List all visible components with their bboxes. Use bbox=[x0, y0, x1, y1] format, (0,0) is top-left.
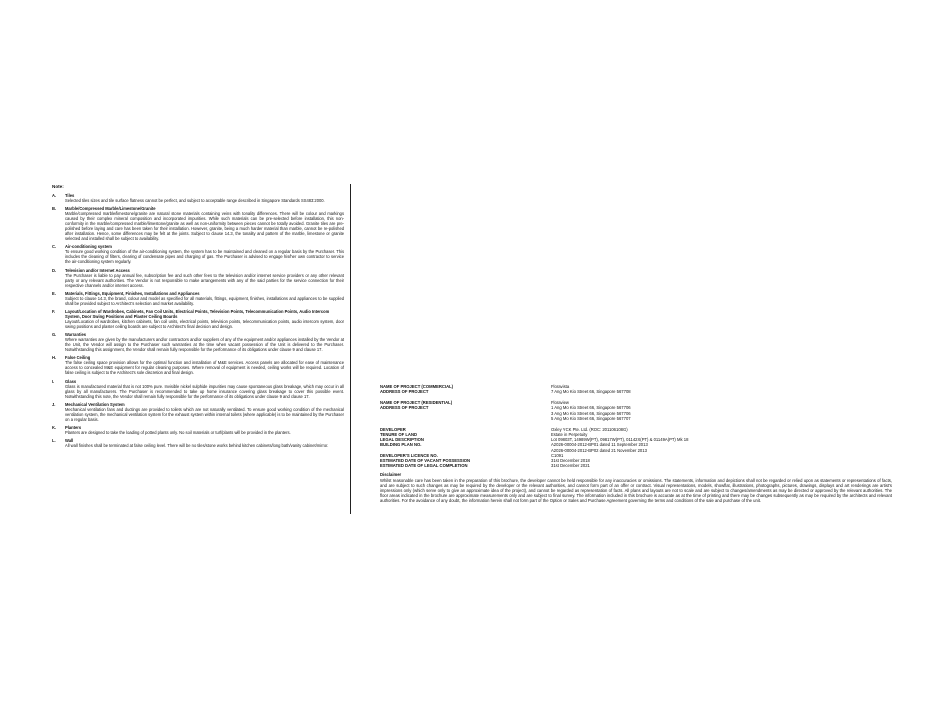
note-text: Subject to clause 14.3, the brand, colour and model as specified for all materials, fittings, equipment, finishes, installations and appliances to be supplied shall be provided subject to Architect's selection and market availability. bbox=[65, 295, 344, 306]
note-text: All wall finishes shall be terminated at false ceiling level. There will be no tiles/stone works behind kitchen cabinets/long bath/vanity cabinet/mirror. bbox=[65, 443, 329, 449]
project-row bbox=[380, 389, 892, 394]
project-value: C1091 bbox=[551, 452, 564, 458]
project-value: Floraview bbox=[551, 400, 569, 406]
project-label: ESTIMATED DATE OF LEGAL COMPLETION bbox=[380, 463, 468, 469]
note-letter: E. bbox=[52, 290, 56, 296]
note-text: The false ceiling space provision allows for the optimal function and installation of M&E services. Access panels are allocated for ease of maintenance access to concealed M&E equipment for regular cleaning purposes. Where removal of equipment is needed, ceiling works will be required. Location of false ceiling is subject to the Architect's sole discretion and final design. bbox=[65, 360, 344, 376]
project-value: 31st December 2021 bbox=[551, 463, 590, 469]
note-title: Materials, Fittings, Equipment, Finishes, Installations and Appliances bbox=[65, 290, 200, 296]
project-label: NAME OF PROJECT (COMMERCIAL) bbox=[380, 384, 454, 389]
note-letter: B. bbox=[52, 206, 57, 212]
project-value: 3 Ang Mo Kio Street 66, Singapore 567706 bbox=[551, 410, 631, 416]
note-letter: A. bbox=[52, 193, 57, 198]
note-letter: H. bbox=[52, 355, 57, 361]
disclaimer-text: Whilst reasonable care has been taken in the preparation of this brochure, the developer cannot be held responsible for any inaccuracies or omissions. The statements, information and depictions shall not be regarded or relied upon as statements or representations of facts, and are subject to such changes as may be required by the developer or the relevant authorities, and cannot form part of an offer or contract. Visual representations, models, showflat, illustrations, photographs, pictures, drawings, displays and art renderings are artist's impressions only (which serve only to give an approximate idea of the project), and cannot be regarded as representation of facts. All plans and layouts are not to scale and are subject to changes/amendments as may be directed or approved by the relevant authorities. The floor areas indicated in the brochure are approximate measurements only and are subject to final survey. The information included in this brochure is accurate as at the time of printing and there may be changes subsequently as may be required by the architects and relevant authorities. For the avoidance of any doubt, the information herein shall not form part of the Option or Sales and Purchase Agreement governing the terms and conditions of the sale and purchase of the unit. bbox=[380, 477, 892, 504]
note-text: Marble/compressed marble/limestone/granite are natural stone materials containing veins with tonality differences. There will be colour and markings caused by their complex mineral composition and incorporated impurities. While such materials can be pre-selected before installation, this non-conformity in the marble/compressed marble/limestone/granite as well as non-uniformity between pieces cannot be totally avoided. Granite tiles are pre-polished before laying and care has been taken for their installation. However, granite, being a much harder material than marble, cannot be re-polished after installation. Hence, some differences may be felt at the joints. Subject to clause 14.3, the tonality and pattern of the marble, limestone or granite selected and installed shall be subject to availability. bbox=[65, 211, 344, 242]
project-label: NAME OF PROJECT (RESIDENTIAL) bbox=[380, 400, 453, 406]
project-value: Estate in Perpetuity bbox=[551, 432, 588, 438]
note-letter: C. bbox=[52, 244, 57, 250]
note-letter: K. bbox=[52, 424, 57, 430]
project-label: ADDRESS OF PROJECT bbox=[380, 389, 429, 395]
project-label: ESTIMATED DATE OF VACANT POSSESSION bbox=[380, 458, 471, 464]
project-label: BUILDING PLAN NO. bbox=[380, 442, 422, 448]
project-value: A2026-00004-2012-BP02 dated 21 November 2013 bbox=[551, 447, 647, 453]
note-title: False Ceiling bbox=[65, 355, 91, 361]
note-text: The Purchaser is liable to pay annual fee, subscription fee and such other fees to the television and/or internet service providers or any other relevant party or any relevant authorities. The Vendor is not responsible to make arrangements with any of the said parties for the service connection for their respective channels and/or internet access. bbox=[65, 272, 344, 288]
note-letter: G. bbox=[52, 332, 57, 338]
note-text: Selected tiles sizes and tile surface flatness cannot be perfect, and subject to acceptable range described in Singapore Standards SS483:2000. bbox=[65, 198, 325, 203]
project-value: 1 Ang Mo Kio Street 66, Singapore 567706 bbox=[551, 405, 631, 411]
note-title: Air-conditioning system bbox=[65, 244, 112, 250]
project-label: ADDRESS OF PROJECT bbox=[380, 405, 429, 411]
project-label: LEGAL DESCRIPTION bbox=[380, 437, 424, 443]
note-letter: L. bbox=[52, 438, 56, 444]
note-title: Tiles bbox=[65, 193, 75, 198]
project-label: DEVELOPER'S LICENCE NO. bbox=[380, 452, 438, 458]
project-value: Lot 09803T, 14989W(PT), 09817W(PT), 01142X(PT) & 01149A(PT) Mk 18 bbox=[551, 437, 689, 443]
note-item bbox=[52, 193, 344, 203]
note-letter: J. bbox=[52, 401, 56, 407]
note-text: Where warranties are given by the manufacturers and/or contractors and/or suppliers of any of the equipment and/or appliances installed by the Vendor at the Unit, the Vendor will assign to the Purchaser such warranties at the time when vacant possession of the Unit is delivered to the Purchaser. Notwithstanding this assignment, the Vendor shall remain fully responsible for the performance of its obligations under clause 9 and clause 17. bbox=[65, 337, 344, 353]
note-letter: F. bbox=[52, 308, 56, 314]
note-item bbox=[52, 309, 344, 329]
note-text: Planters are designed to take the loading of potted plants only. No soil materials or turf/plants will be provided in the planters. bbox=[65, 429, 291, 435]
note-text: Layout/Location of wardrobes, kitchen cabinets, fan coil units, electrical points, television points, telecommunication points, audio intercom system, door swing positions and plaster ceiling boards are subject to Architect's final decision and design. bbox=[65, 318, 344, 329]
notes-column bbox=[52, 184, 344, 451]
note-item bbox=[52, 244, 344, 264]
note-item bbox=[52, 438, 344, 448]
note-item bbox=[52, 291, 344, 306]
note-text: Glass is manufactured material that is not 100% pure. Invisible nickel sulphide impurities may cause spontaneous glass breakage, which may occur in all glass by all manufacturers. The Purchaser is recommended to take up home insurance covering glass breakage to cover this possible event. Notwithstanding this note, the Vendor shall remain fully responsible for the performance of its obligations under clause 9 and clause 17. bbox=[65, 383, 344, 399]
note-letter: I. bbox=[52, 378, 55, 384]
project-value: A2026-00004-2012-BP01 dated 11 September 2013 bbox=[551, 442, 648, 448]
note-title: Wall bbox=[65, 438, 74, 444]
project-row bbox=[380, 442, 892, 452]
note-text: To ensure good working condition of the air-conditioning system, the system has to be maintained and cleaned on a regular basis by the Purchaser. This includes the cleaning of filters, clearing of condensate pipes and charging of gas. The Purchaser is advised to engage his/her own contractor to service the air-conditioning system regularly. bbox=[65, 249, 344, 265]
note-item bbox=[52, 425, 344, 435]
note-text: Mechanical ventilation fans and ductings are provided to toilets which are not naturally ventilated. To ensure good working condition of the mechanical ventilation system, the mechanical ventilation system for the exhaust system within internal toilets (where applicable) is to be maintained by the Purchaser on a regular basis. bbox=[65, 406, 344, 422]
project-value: Floravista bbox=[551, 384, 570, 389]
note-title: Glass bbox=[65, 378, 77, 384]
note-title: Layout/Location of Wardrobes, Cabinets, Fan Coil Units, Electrical Points, Television Points, Telecommunication Points, Audio Intercom System, Door Swing Positions and Plaster Ceiling Boards bbox=[65, 308, 330, 319]
notes-title: Note: bbox=[52, 184, 64, 189]
project-value: 31st December 2018 bbox=[551, 458, 590, 464]
project-label: TENURE OF LAND bbox=[380, 432, 417, 438]
column-divider bbox=[350, 184, 351, 514]
note-title: Television and/or Internet Access bbox=[65, 267, 130, 273]
project-details bbox=[380, 384, 892, 504]
note-title: Planters bbox=[65, 424, 82, 430]
project-label: DEVELOPER bbox=[380, 426, 406, 432]
project-row bbox=[380, 463, 892, 468]
note-title: Marble/Compressed Marble/Limestone/Granite bbox=[65, 206, 156, 212]
disclaimer-title: Disclaimer bbox=[380, 472, 402, 478]
note-item bbox=[52, 206, 344, 241]
project-row bbox=[380, 405, 892, 421]
note-item bbox=[52, 332, 344, 352]
note-item bbox=[52, 402, 344, 422]
note-title: Warranties bbox=[65, 332, 87, 338]
note-title: Mechanical Ventilation System bbox=[65, 401, 125, 407]
project-value: 7 Ang Mo Kio Street 66, Singapore 567708 bbox=[551, 389, 631, 395]
note-letter: D. bbox=[52, 267, 57, 273]
project-value: 5 Ang Mo Kio Street 66, Singapore 567707 bbox=[551, 415, 631, 421]
note-item bbox=[52, 268, 344, 288]
note-item bbox=[52, 379, 344, 399]
project-value: Oxley YCK Pte. Ltd. (ROC: 201106108G) bbox=[551, 426, 628, 432]
note-item bbox=[52, 355, 344, 375]
